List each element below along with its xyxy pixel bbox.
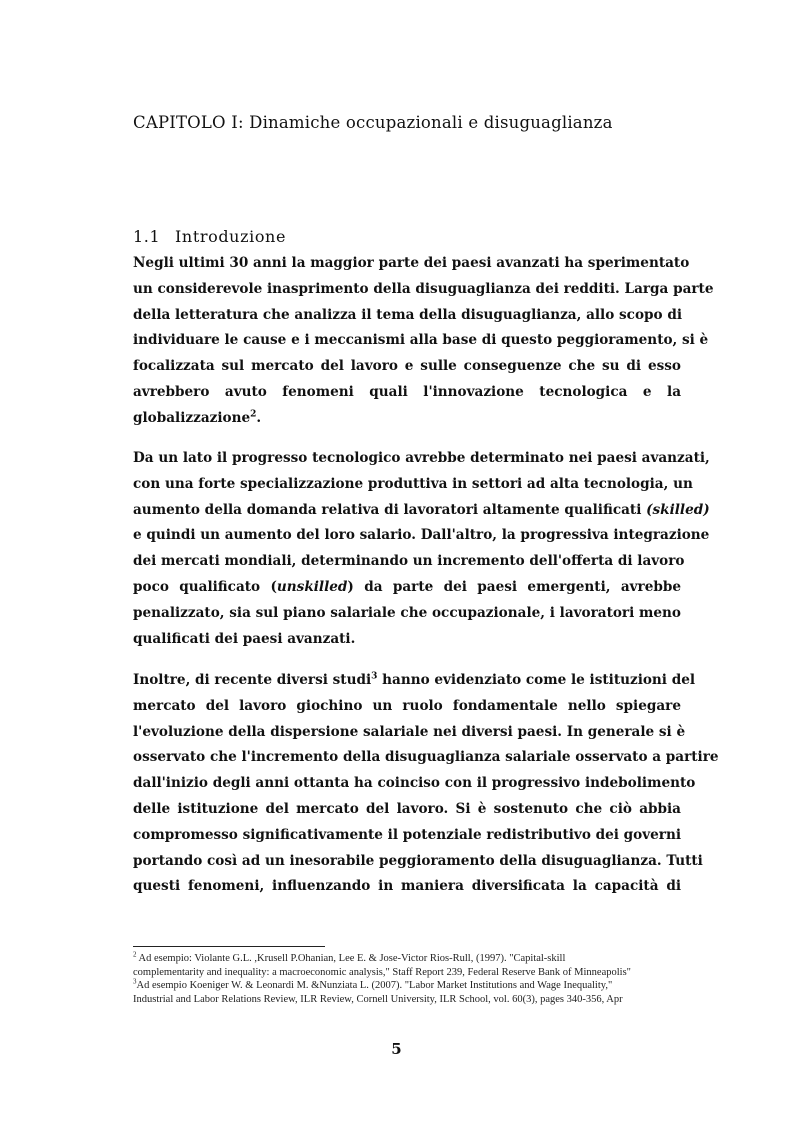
paragraph-line: dei mercati mondiali, determinando un incremento dell'offerta di lavoro (133, 553, 685, 570)
paragraph-text: ) da parte dei paesi emergenti, avrebbe (347, 578, 682, 595)
footnote-3-cont: Industrial and Labor Relations Review, ILR Review, Cornell University, ILR School, vol. 60(3), pages 340-356, Apr (133, 993, 623, 1005)
italic-term: unskilled (276, 578, 348, 595)
paragraph-line: penalizzato, sia sul piano salariale che occupazionale, i lavoratori meno (133, 604, 681, 621)
paragraph-line: avrebbero avuto fenomeni quali l'innovazione tecnologica e la (133, 383, 681, 400)
paragraph-line: e quindi un aumento del loro salario. Dall'altro, la progressiva integrazione (133, 527, 710, 544)
paragraph-line: della letteratura che analizza il tema della disuguaglianza, allo scopo di (133, 306, 682, 323)
paragraph-line: con una forte specializzazione produttiva in settori ad alta tecnologia, un (133, 475, 693, 492)
paragraph-2 (133, 446, 710, 652)
footnote-mark: 2 (133, 950, 137, 959)
paragraph-line: delle istituzione del mercato del lavoro. Si è sostenuto che ciò abbia (133, 800, 681, 817)
chapter-title: CAPITOLO I: Dinamiche occupazionali e disuguaglianza (133, 113, 613, 132)
paragraph-line: portando così ad un inesorabile peggioramento della disuguaglianza. Tutti (133, 852, 703, 869)
footnote-ref-3[interactable]: 3 (371, 671, 378, 682)
section-number: 1.1 (133, 227, 161, 246)
paragraph-line: questi fenomeni, influenzando in maniera diversificata la capacità di (133, 878, 681, 895)
paragraph-text: . (256, 409, 262, 426)
footnote-mark: 3 (133, 977, 137, 986)
paragraph-line: dall'inizio degli anni ottanta ha coinciso con il progressivo indebolimento (133, 775, 696, 792)
footnote-text: Ad esempio: Violante G.L. ,Krusell P.Ohanian, Lee E. & Jose-Victor Rios-Rull, (1997). "Capital-skill (138, 953, 566, 964)
paragraph-text: aumento della domanda relativa di lavoratori altamente qualificati (133, 501, 647, 518)
section-title: Introduzione (175, 227, 287, 246)
paragraph-line: Negli ultimi 30 anni la maggior parte dei paesi avanzati ha sperimentato (133, 255, 690, 271)
paragraph-text: globalizzazione (133, 409, 251, 426)
paragraph-3 (133, 668, 719, 900)
paragraph-line (133, 575, 681, 601)
paragraph-line: l'evoluzione della dispersione salariale nei diversi paesi. In generale si è (133, 723, 686, 740)
paragraph-line: qualificati dei paesi avanzati. (133, 630, 356, 647)
paragraph-text: poco qualificato ( (133, 578, 277, 595)
footnote-3 (133, 979, 693, 993)
footnote-2 (133, 952, 693, 966)
paragraph-text: hanno evidenziato come le istituzioni del (377, 672, 696, 688)
paragraph-line (133, 406, 681, 432)
paragraph-line: mercato del lavoro giochino un ruolo fondamentale nello spiegare (133, 697, 681, 714)
paragraph-line (133, 668, 696, 694)
section-heading (133, 227, 533, 246)
footnotes (133, 952, 693, 1006)
page-number: 5 (391, 1040, 402, 1058)
footnote-text: Ad esempio Koeniger W. & Leonardi M. &Nunziata L. (2007). "Labor Market Institutions and Wage Inequality," (136, 980, 613, 992)
paragraph-line: Da un lato il progresso tecnologico avrebbe determinato nei paesi avanzati, (133, 450, 710, 466)
italic-term: (skilled) (646, 501, 710, 518)
paragraph-line (133, 498, 710, 524)
footnote-divider (133, 946, 325, 947)
footnote-ref-2[interactable]: 2 (250, 409, 257, 420)
paragraph-line: un considerevole inasprimento della disuguaglianza dei redditi. Larga parte (133, 280, 714, 297)
paragraph-1 (133, 251, 714, 432)
paragraph-line: osservato che l'incremento della disuguaglianza salariale osservato a partire (133, 749, 719, 766)
footnote-2-cont: complementarity and inequality: a macroeconomic analysis," Staff Report 239, Federal Reserve Bank of Minneapolis" (133, 966, 631, 978)
paragraph-text: Inoltre, di recente diversi studi (133, 672, 372, 688)
paragraph-line: compromesso significativamente il potenziale redistributivo dei governi (133, 826, 681, 843)
paragraph-line: individuare le cause e i meccanismi alla base di questo peggioramento, si è (133, 332, 709, 349)
paragraph-line: focalizzata sul mercato del lavoro e sulle conseguenze che su di esso (133, 358, 681, 375)
